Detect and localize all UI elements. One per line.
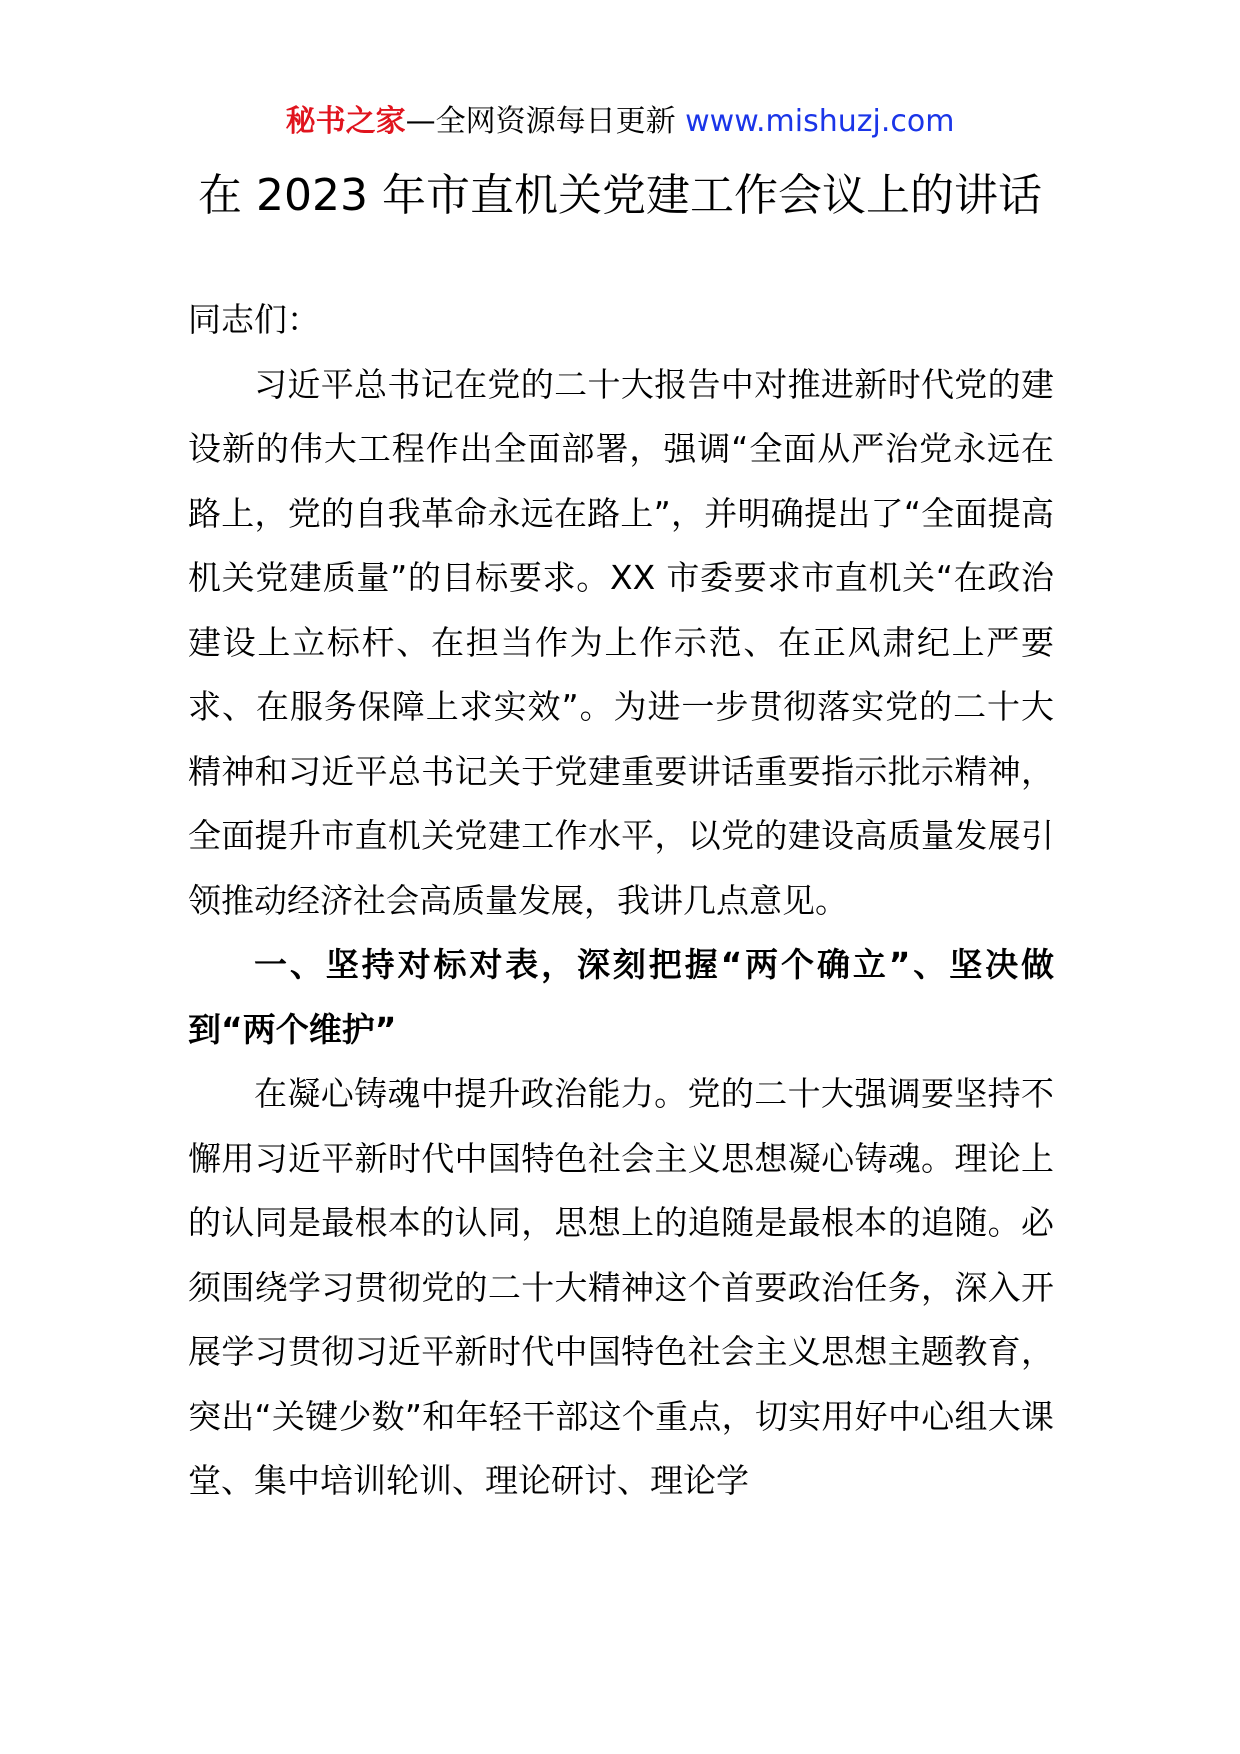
section-heading-1: 一、坚持对标对表，深刻把握“两个确立”、坚决做到“两个维护”	[188, 945, 1054, 1049]
brand-name: 秘书之家	[285, 104, 406, 139]
section-paragraph-1: 在凝心铸魂中提升政治能力。党的二十大强调要坚持不懈用习近平新时代中国特色社会主义思想凝心铸魂。理论上的认同是最根本的认同，思想上的追随是最根本的追随。必须围绕学习贯彻党的二十大精神这个首要政治任务，深入开展学习贯彻习近平新时代中国特色社会主义思想主题教育，突出“关键少数”和年轻干部这个重点，切实用好中心组大课堂、集中培训轮训、理论研讨、理论学	[188, 1074, 1054, 1500]
document-title: 在 2023 年市直机关党建工作会议上的讲话	[198, 170, 1042, 221]
site-url-link[interactable]: www.mishuzj.com	[685, 104, 955, 139]
intro-paragraph: 习近平总书记在党的二十大报告中对推进新时代党的建设新的伟大工程作出全面部署，强调“全面从严治党永远在路上，党的自我革命永远在路上”，并明确提出了“全面提高机关党建质量”的目标要求。XX 市委要求市直机关“在政治建设上立标杆、在担当作为上作示范、在正风肃纪上严要求、在服务保障上求实效”。为进一步贯彻落实党的二十大精神和习近平总书记关于党建重要讲话重要指示批示精神，全面提升市直机关党建工作水平，以党的建设高质量发展引领推动经济社会高质量发展，我讲几点意见。	[188, 364, 1054, 920]
site-header	[0, 102, 1240, 142]
header-slogan: —全网资源每日更新	[405, 104, 686, 139]
document-body	[188, 288, 1054, 1514]
salutation: 同志们：	[188, 300, 320, 339]
